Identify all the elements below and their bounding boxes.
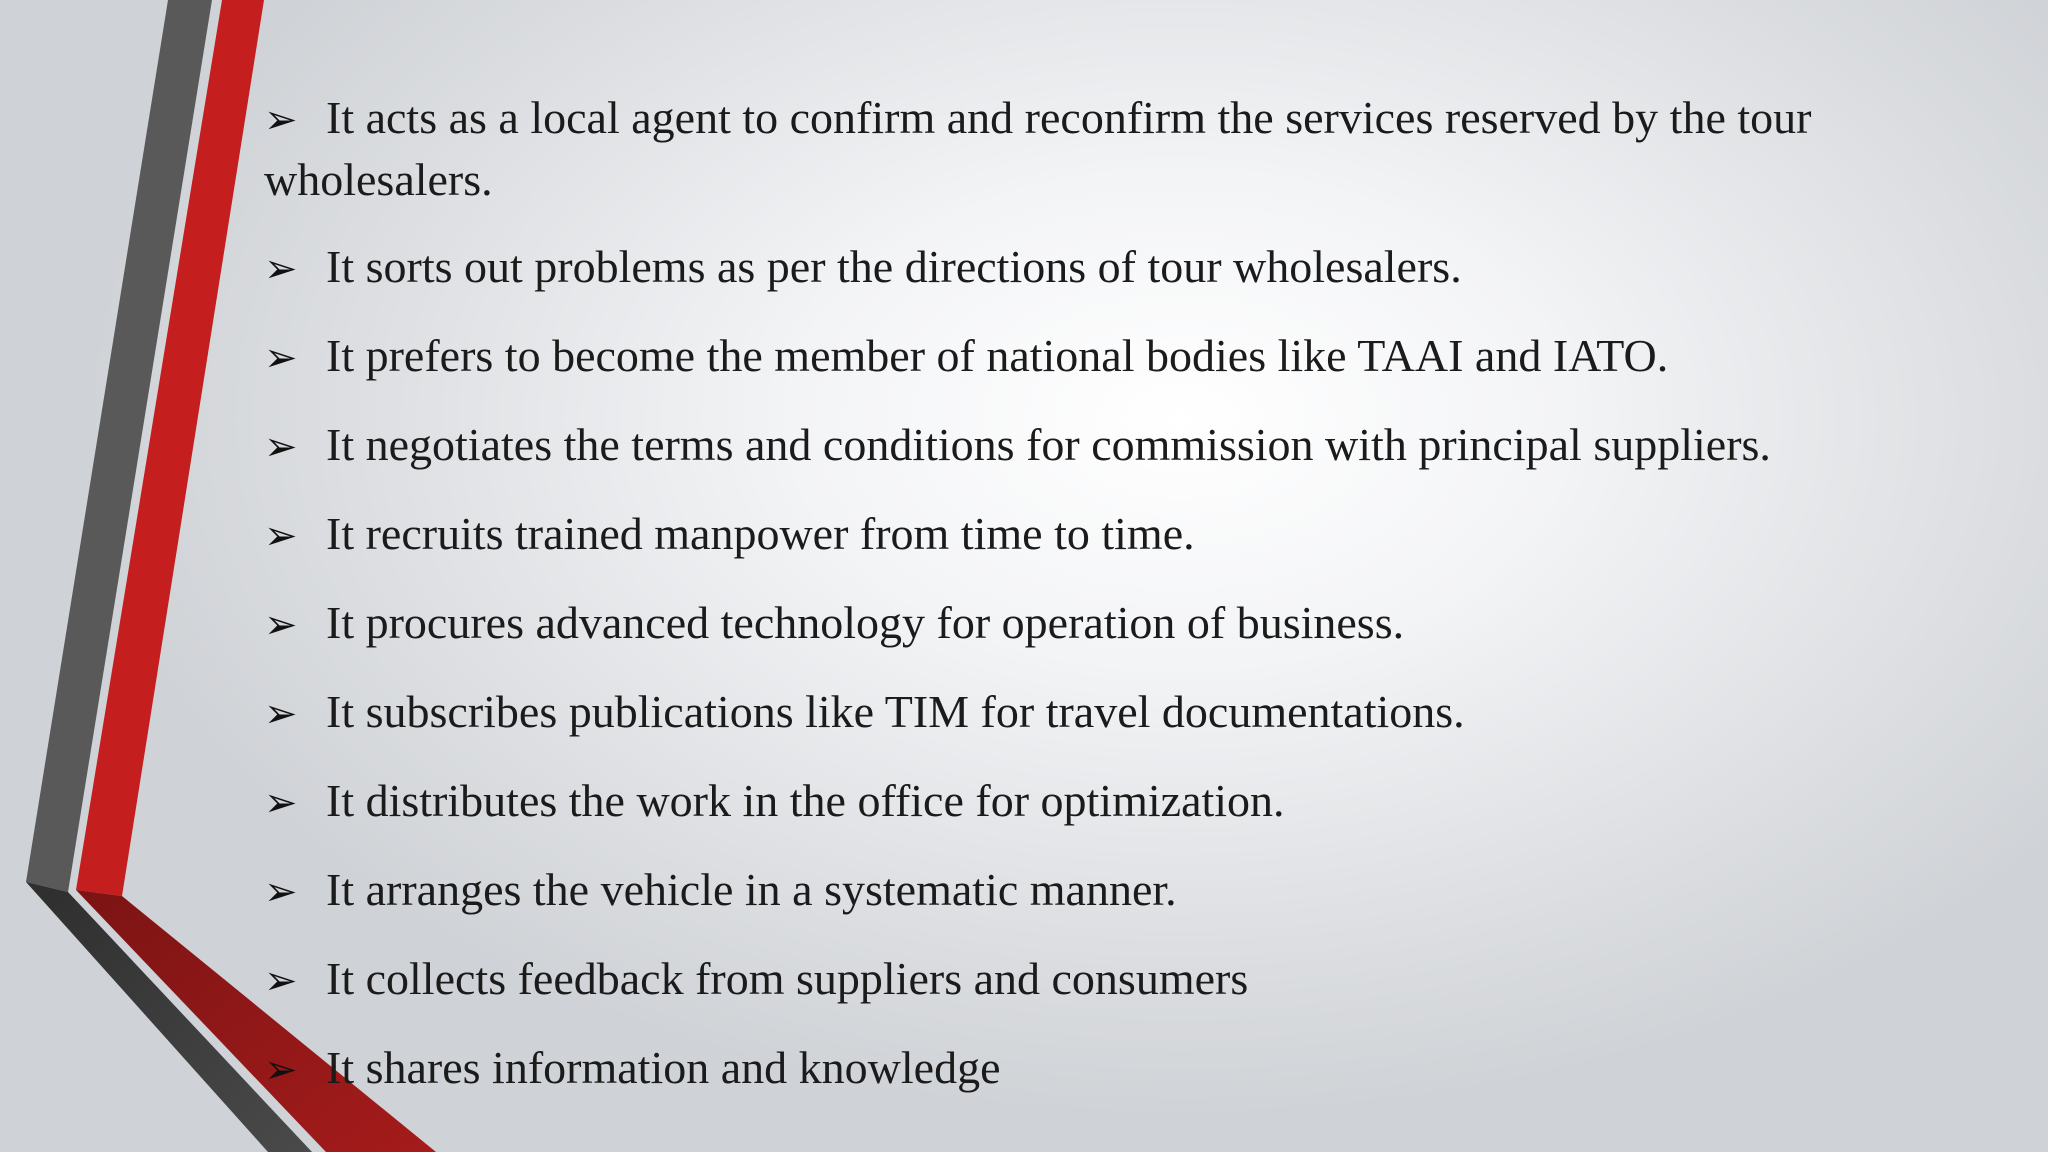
bullet-text: It recruits trained manpower from time to time.: [326, 508, 1195, 559]
bullet-list: [264, 88, 1984, 1127]
bullet-item: [264, 860, 1984, 922]
bullet-text: It procures advanced technology for operation of business.: [326, 597, 1405, 648]
bullet-text: It arranges the vehicle in a systematic manner.: [326, 864, 1177, 915]
bullet-item: [264, 88, 1984, 210]
bullet-item: [264, 237, 1984, 299]
arrow-bullet-icon: ➢: [264, 513, 298, 559]
arrow-bullet-icon: ➢: [264, 246, 298, 292]
bullet-item: [264, 326, 1984, 388]
arrow-bullet-icon: ➢: [264, 958, 298, 1004]
bullet-text: It subscribes publications like TIM for travel documentations.: [326, 686, 1465, 737]
arrow-bullet-icon: ➢: [264, 97, 298, 143]
arrow-bullet-icon: ➢: [264, 335, 298, 381]
bullet-item: [264, 682, 1984, 744]
bullet-text: It prefers to become the member of national bodies like TAAI and IATO.: [326, 330, 1669, 381]
arrow-bullet-icon: ➢: [264, 1047, 298, 1093]
bullet-text: It collects feedback from suppliers and consumers: [326, 953, 1249, 1004]
bullet-item: [264, 1038, 1984, 1100]
bullet-text: It shares information and knowledge: [326, 1042, 1001, 1093]
bullet-item: [264, 771, 1984, 833]
bullet-item: [264, 415, 1984, 477]
bullet-text: It acts as a local agent to confirm and reconfirm the services reserved by the tour wholesalers.: [264, 92, 1812, 205]
bullet-item: [264, 593, 1984, 655]
bullet-text: It negotiates the terms and conditions for commission with principal suppliers.: [326, 419, 1771, 470]
arrow-bullet-icon: ➢: [264, 691, 298, 737]
arrow-bullet-icon: ➢: [264, 602, 298, 648]
bullet-text: It sorts out problems as per the directions of tour wholesalers.: [326, 241, 1462, 292]
arrow-bullet-icon: ➢: [264, 424, 298, 470]
arrow-bullet-icon: ➢: [264, 869, 298, 915]
bullet-item: [264, 949, 1984, 1011]
bullet-text: It distributes the work in the office for optimization.: [326, 775, 1285, 826]
bullet-item: [264, 504, 1984, 566]
arrow-bullet-icon: ➢: [264, 780, 298, 826]
